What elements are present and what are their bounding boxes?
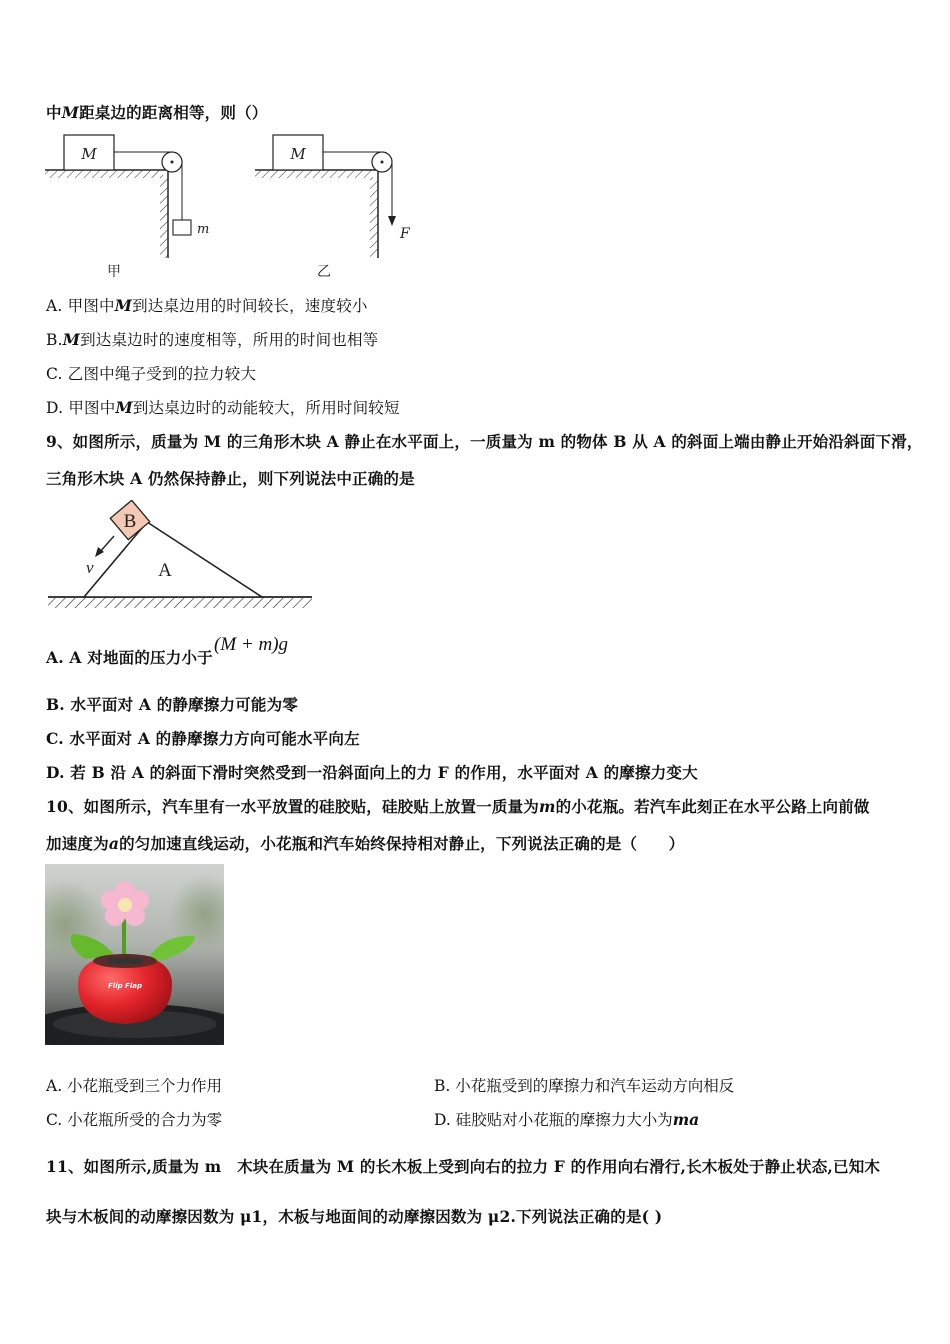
q8-stem-pre: 中: [46, 103, 62, 122]
q8-stem-tail: [46, 101, 267, 123]
q8-caption-right: 乙: [317, 264, 331, 280]
q8-stem-post: 距桌边的距离相等，则（）: [79, 103, 268, 122]
q8-force-label: F: [400, 226, 410, 242]
q9-stem-line1: 9、如图所示，质量为 M 的三角形木块 A 静止在水平面上，一质量为 m 的物体 B 从 A 的斜面上端由静止开始沿斜面下滑，: [46, 432, 923, 451]
q8-block-label-right: M: [290, 145, 306, 163]
q8-option-a-text: 到达桌边用的时间较长，速度较小: [132, 297, 368, 315]
q8-option-b-prefix: B.: [46, 331, 63, 349]
q8-option-d-text: 到达桌边时的动能较大，所用时间较短: [132, 399, 400, 417]
q8-option-d: [46, 396, 400, 418]
q9-wedge-a-label: A: [158, 560, 172, 581]
q9-option-a-text: A. A 对地面的压力小于: [46, 648, 213, 667]
q8-fig-right: [255, 135, 411, 280]
q10-line2-post: 的匀加速直线运动，小花瓶和汽车始终保持相对静止，下列说法正确的是（ ）: [119, 834, 685, 853]
q10-line2-var: a: [108, 834, 120, 853]
q9-option-a: [46, 646, 213, 668]
q9-option-a-formula: (M + m)g: [214, 634, 289, 655]
q10-line2-pre: 加速度为: [46, 834, 109, 853]
q10-option-d: [434, 1108, 699, 1130]
q8-option-c-text: C. 乙图中绳子受到的拉力较大: [46, 365, 257, 383]
q8-option-a: [46, 294, 368, 316]
q10-option-a: A. 小花瓶受到三个力作用: [46, 1077, 223, 1095]
q10-option-b: B. 小花瓶受到的摩擦力和汽车运动方向相反: [434, 1077, 735, 1095]
pot-label: Flip Flap: [108, 982, 142, 990]
q11-stem-line1: 11、如图所示,质量为 m 木块在质量为 M 的长木板上受到向右的拉力 F 的作用向右滑行,长木板处于静止状态,已知木: [46, 1157, 881, 1176]
q9-block-b-label: B: [123, 511, 137, 532]
q10-option-c: C. 小花瓶所受的合力为零: [46, 1111, 223, 1129]
q9-velocity-label: v: [86, 558, 94, 577]
q9-stem-line2: 三角形木块 A 仍然保持静止，则下列说法中正确的是: [46, 469, 415, 488]
q9-figure: [44, 500, 316, 616]
q9-option-d: D. 若 B 沿 A 的斜面下滑时突然受到一沿斜面向上的力 F 的作用，水平面对 A 的摩擦力变大: [46, 763, 698, 782]
q8-option-b-text: 到达桌边时的速度相等，所用的时间也相等: [80, 331, 379, 349]
q10-line1-post: 的小花瓶。若汽车此刻正在水平公路上向前做: [555, 797, 870, 816]
q8-option-a-prefix: A. 甲图中: [46, 297, 115, 315]
q10-option-d-var: ma: [672, 1110, 700, 1129]
q8-caption-left: 甲: [107, 264, 121, 280]
q8-option-b-var: M: [62, 330, 81, 349]
q9-option-b: B. 水平面对 A 的静摩擦力可能为零: [46, 695, 299, 714]
q10-line1-var: m: [538, 797, 556, 816]
force-arrow-icon: [388, 216, 396, 226]
q8-figure: [40, 128, 420, 280]
q8-option-b: [46, 328, 378, 350]
q10-flower-pot-photo: [45, 864, 224, 1045]
q10-stem-line1: [46, 795, 870, 817]
q8-option-a-var: M: [114, 296, 133, 315]
q8-stem-var: M: [61, 103, 80, 122]
q9-option-c: C. 水平面对 A 的静摩擦力方向可能水平向左: [46, 729, 360, 748]
q10-option-d-text: D. 硅胶贴对小花瓶的摩擦力大小为: [434, 1111, 673, 1129]
q8-block-label-left: M: [81, 145, 97, 163]
q8-small-mass-label: m: [197, 222, 210, 237]
q8-option-d-prefix: D. 甲图中: [46, 399, 116, 417]
q8-option-c: [46, 362, 256, 384]
q10-line1-pre: 10、如图所示，汽车里有一水平放置的硅胶贴，硅胶贴上放置一质量为: [46, 797, 539, 816]
q11-stem-line2: 块与木板间的动摩擦因数为 μ1，木板与地面间的动摩擦因数为 μ2.下列说法正确的是( ): [46, 1207, 663, 1226]
q8-option-d-var: M: [115, 398, 133, 417]
q10-stem-line2: [46, 832, 684, 854]
q8-fig-left: [45, 135, 209, 280]
